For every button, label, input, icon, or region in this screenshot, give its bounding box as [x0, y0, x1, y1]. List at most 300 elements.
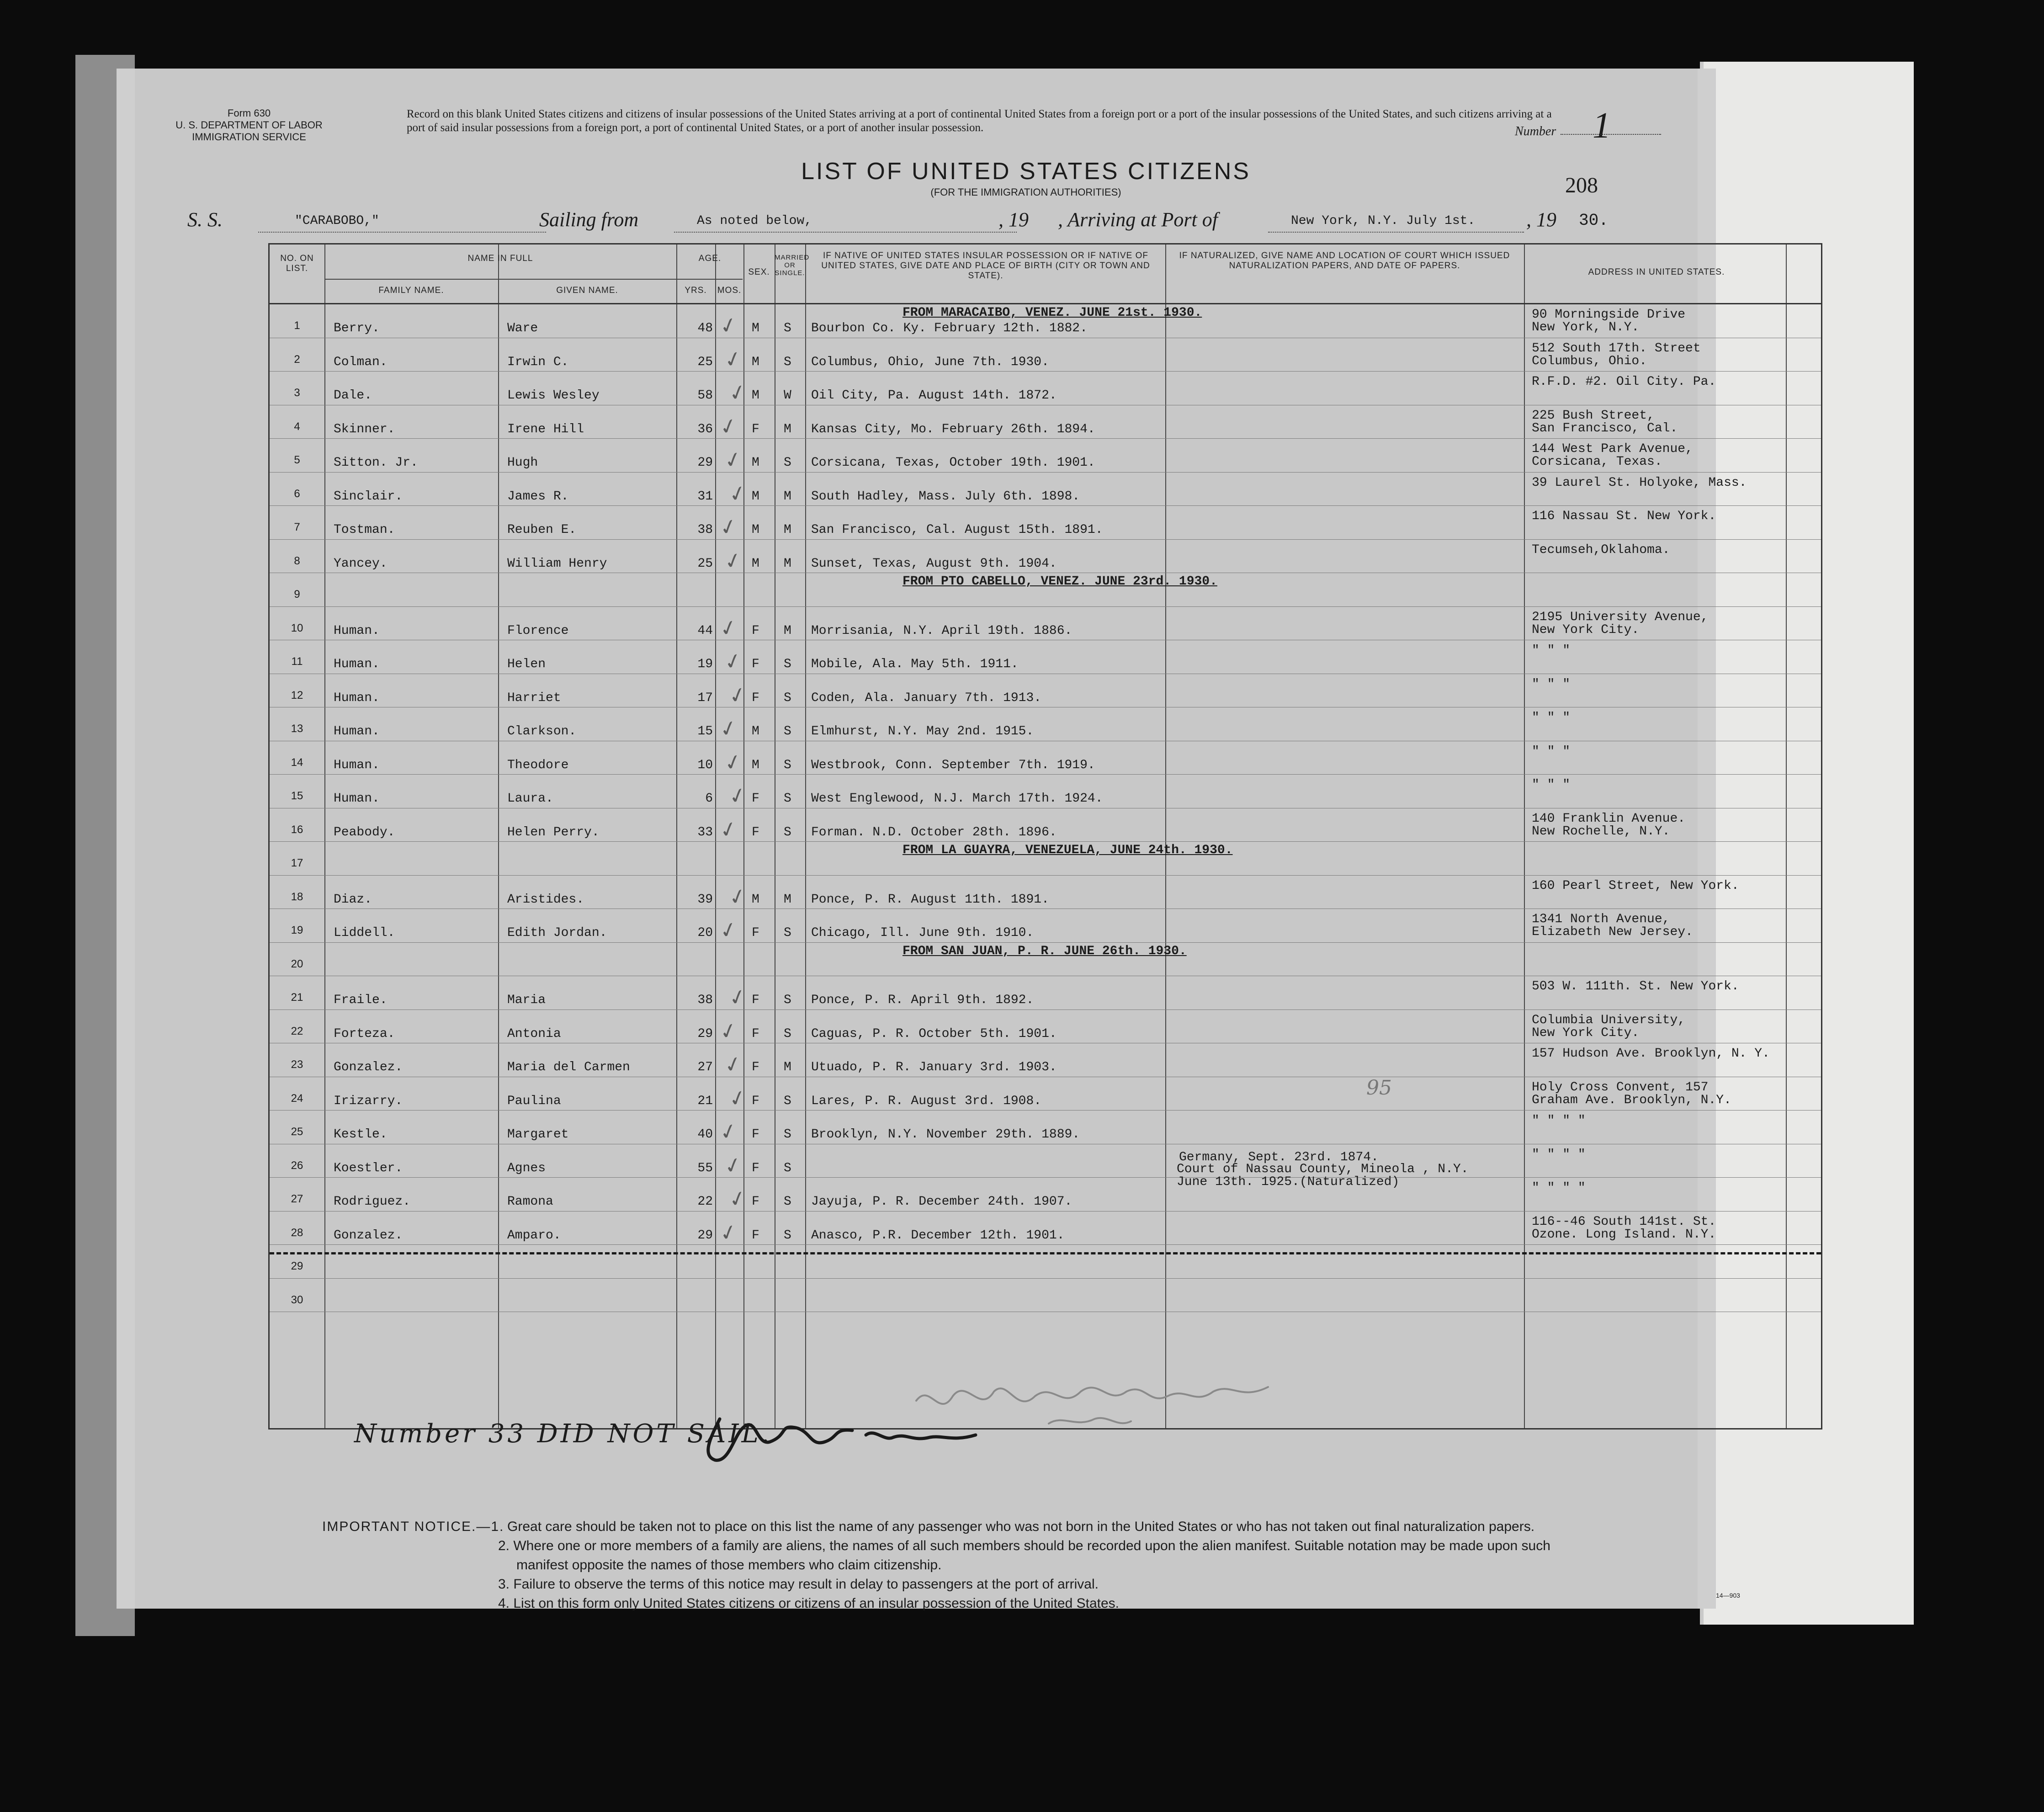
sex: F — [752, 1161, 759, 1175]
sex: F — [752, 623, 759, 638]
col-yrs: YRS. — [685, 286, 707, 295]
manifest-table — [268, 243, 1822, 1429]
sailing-value: As noted below, — [697, 214, 812, 228]
marital-status: S — [784, 758, 791, 772]
check-mark: ✓ — [721, 445, 745, 474]
row-number: 23 — [291, 1058, 303, 1071]
age-years: 29 — [697, 1228, 713, 1243]
marital-status: S — [784, 1228, 791, 1243]
birth-place-date: Bourbon Co. Ky. February 12th. 1882. — [811, 321, 1088, 335]
address-line-1: 90 Morningside Drive — [1532, 308, 1686, 322]
ss-value: "CARABOBO," — [295, 214, 379, 228]
family-name: Human. — [334, 792, 380, 806]
address-line-1: " " " — [1532, 711, 1571, 725]
age-years: 15 — [697, 724, 713, 739]
manifest-sheet — [117, 69, 1770, 1611]
birth-place-date: Morrisania, N.Y. April 19th. 1886. — [811, 623, 1072, 638]
check-mark: ✓ — [726, 479, 749, 508]
check-mark: ✓ — [726, 1184, 749, 1213]
col-age: AGE. — [698, 254, 722, 263]
naturalization-date: June 13th. 1925.(Naturalized) — [1177, 1174, 1400, 1189]
sex: F — [752, 422, 759, 436]
age-years: 10 — [697, 758, 713, 772]
marital-status: S — [784, 355, 791, 369]
check-mark: ✓ — [721, 748, 745, 776]
check-mark: ✓ — [717, 613, 740, 642]
address-line-2: Graham Ave. Brooklyn, N.Y. — [1532, 1093, 1731, 1107]
header-bottom-rule — [270, 303, 1821, 304]
row-number: 29 — [291, 1260, 303, 1272]
check-mark: ✓ — [721, 1151, 745, 1180]
birth-place-date: Forman. N.D. October 28th. 1896. — [811, 825, 1057, 840]
notice-item-1: Great care should be taken not to place on this list the name of any passenger who was not born in the United States or who has not taken out final naturalization papers. — [507, 1519, 1535, 1534]
col-divider — [676, 244, 677, 1428]
sex: F — [752, 825, 759, 840]
birth-place-date: San Francisco, Cal. August 15th. 1891. — [811, 523, 1103, 537]
notice-item-2b: manifest opposite the names of those members who claim citizenship. — [516, 1557, 942, 1573]
given-name: James R. — [507, 489, 569, 504]
row-number: 20 — [291, 957, 303, 970]
address-line-2: New York City. — [1532, 622, 1640, 637]
birth-place-date: Jayuja, P. R. December 24th. 1907. — [811, 1195, 1072, 1209]
marital-status: M — [784, 623, 791, 638]
row-number: 16 — [291, 823, 303, 836]
sex: M — [752, 355, 759, 369]
sex: M — [752, 489, 759, 504]
row-rule — [270, 371, 1821, 372]
age-years: 55 — [697, 1161, 713, 1175]
address-line-1: " " " — [1532, 643, 1571, 658]
check-mark: ✓ — [717, 1117, 740, 1146]
check-mark: ✓ — [721, 647, 745, 676]
given-name: Margaret — [507, 1127, 569, 1142]
col-divider — [498, 244, 499, 1428]
birth-place-date: Mobile, Ala. May 5th. 1911. — [811, 657, 1019, 671]
age-years: 31 — [697, 489, 713, 504]
record-instructions: Record on this blank United States citizens and citizens of insular possessions of the United States arriving at a port of continental United States from a foreign port or a port of the insular possessions of the United States, and such citizens arriving at a port of said insular possessions from a foreign port, a port of continental United States, or a port of another insular possession. — [407, 108, 1552, 134]
birth-place-date: Ponce, P. R. April 9th. 1892. — [811, 993, 1034, 1007]
row-number: 1 — [294, 319, 300, 332]
family-name: Liddell. — [334, 926, 395, 940]
col-divider — [715, 244, 716, 1428]
notice-item-3: 3. Failure to observe the terms of this notice may result in delay to passengers at the port of arrival. — [498, 1577, 1099, 1592]
family-name: Human. — [334, 623, 380, 638]
given-name: Edith Jordan. — [507, 926, 607, 940]
address-line-2: New York, N.Y. — [1532, 320, 1640, 335]
row-rule — [270, 841, 1821, 842]
row-number: 8 — [294, 554, 300, 567]
marital-status: S — [784, 691, 791, 705]
age-years: 38 — [697, 523, 713, 537]
given-name: Aristides. — [507, 892, 584, 907]
address-line-1: 1341 North Avenue, — [1532, 912, 1670, 926]
address-line-1: 503 W. 111th. St. New York. — [1532, 979, 1739, 994]
check-mark: ✓ — [726, 1084, 749, 1112]
family-name: Berry. — [334, 321, 380, 335]
check-mark: ✓ — [717, 512, 740, 542]
address-line-1: " " " — [1532, 744, 1571, 759]
row-number: 12 — [291, 689, 303, 701]
given-name: Helen — [507, 657, 546, 671]
marital-status: S — [784, 1161, 791, 1175]
row-rule — [270, 438, 1821, 439]
given-name: Amparo. — [507, 1228, 561, 1243]
given-name: Reuben E. — [507, 523, 577, 537]
address-line-1: 2195 University Avenue, — [1532, 610, 1709, 624]
address-line-1: 39 Laurel St. Holyoke, Mass. — [1532, 475, 1747, 490]
birth-place-date: West Englewood, N.J. March 17th. 1924. — [811, 792, 1103, 806]
notice-heading: IMPORTANT NOTICE.—1. — [322, 1519, 504, 1534]
given-name: Ramona — [507, 1195, 553, 1209]
given-name: William Henry — [507, 556, 607, 571]
marital-status: S — [784, 926, 791, 940]
section-heading: FROM PTO CABELLO, VENEZ. JUNE 23rd. 1930. — [903, 574, 1217, 589]
sex: M — [752, 523, 759, 537]
row-number: 13 — [291, 723, 303, 735]
address-line-1: 140 Franklin Avenue. — [1532, 811, 1686, 826]
row-number: 28 — [291, 1226, 303, 1239]
birth-place-date: Caguas, P. R. October 5th. 1901. — [811, 1026, 1057, 1041]
marital-status: S — [784, 792, 791, 806]
birth-place-date: Columbus, Ohio, June 7th. 1930. — [811, 355, 1049, 369]
given-name: Antonia — [507, 1026, 561, 1041]
marital-status: S — [784, 1094, 791, 1108]
col-divider — [805, 244, 806, 1428]
given-name: Florence — [507, 623, 569, 638]
age-years: 27 — [697, 1060, 713, 1074]
section-heading: FROM LA GUAYRA, VENEZUELA, JUNE 24th. 1930. — [903, 843, 1233, 857]
sex: M — [752, 758, 759, 772]
address-line-1: 160 Pearl Street, New York. — [1532, 878, 1739, 893]
age-years: 36 — [697, 422, 713, 436]
sex: F — [752, 1195, 759, 1209]
row-number: 3 — [294, 387, 300, 399]
row-rule — [270, 606, 1821, 607]
family-name: Dale. — [334, 388, 372, 403]
age-years: 22 — [697, 1195, 713, 1209]
address-line-2: Corsicana, Texas. — [1532, 455, 1662, 469]
check-mark: ✓ — [717, 1016, 740, 1045]
year-value: 30. — [1579, 211, 1609, 230]
age-years: 33 — [697, 825, 713, 840]
given-name: Helen Perry. — [507, 825, 600, 840]
age-years: 39 — [697, 892, 713, 907]
address-line-1: " " " " — [1532, 1114, 1586, 1128]
port-value: New York, N.Y. July 1st. — [1291, 214, 1476, 228]
service-label: IMMIGRATION SERVICE — [192, 131, 306, 143]
row-number: 5 — [294, 454, 300, 466]
port-underline — [1268, 232, 1524, 233]
age-years: 44 — [697, 623, 713, 638]
sailing-label: Sailing from — [539, 208, 639, 231]
family-name: Irizarry. — [334, 1094, 403, 1108]
age-years: 21 — [697, 1094, 713, 1108]
address-line-2: Columbus, Ohio. — [1532, 354, 1647, 368]
marital-status: M — [784, 1060, 791, 1074]
sex: F — [752, 1060, 759, 1074]
given-name: Irwin C. — [507, 355, 569, 369]
header-divider — [324, 279, 713, 280]
given-name: Paulina — [507, 1094, 561, 1108]
family-name: Human. — [334, 758, 380, 772]
address-line-1: " " " — [1532, 778, 1571, 792]
marital-status: S — [784, 1127, 791, 1142]
section-heading: FROM SAN JUAN, P. R. JUNE 26th. 1930. — [903, 944, 1187, 958]
row-number: 17 — [291, 857, 303, 869]
check-mark: ✓ — [721, 1050, 745, 1079]
check-mark: ✓ — [726, 882, 749, 911]
naturalization: Germany, Sept. 23rd. 1874. — [1179, 1150, 1379, 1164]
family-name: Sinclair. — [334, 489, 403, 504]
age-years: 38 — [697, 993, 713, 1007]
check-mark: ✓ — [721, 345, 745, 373]
sex: F — [752, 1127, 759, 1142]
birth-place-date: Chicago, Ill. June 9th. 1910. — [811, 926, 1034, 940]
age-years: 40 — [697, 1127, 713, 1142]
family-name: Rodriguez. — [334, 1195, 411, 1209]
col-divider — [1524, 244, 1525, 1428]
address-line-1: R.F.D. #2. Oil City. Pa. — [1532, 375, 1716, 389]
family-name: Diaz. — [334, 892, 372, 907]
address-line-2: New York City. — [1532, 1026, 1640, 1040]
check-mark: ✓ — [726, 781, 749, 810]
marital-status: S — [784, 724, 791, 739]
sex: M — [752, 388, 759, 403]
age-years: 25 — [697, 355, 713, 369]
address-line-1: " " " — [1532, 677, 1571, 691]
page-number: 208 — [1565, 173, 1598, 197]
year-label-2: , 19 — [1526, 208, 1556, 231]
address-line-1: 157 Hudson Ave. Brooklyn, N. Y. — [1532, 1047, 1770, 1061]
row-rule — [270, 505, 1821, 506]
naturalization-court: Court of Nassau County, Mineola , N.Y. — [1177, 1162, 1469, 1176]
col-divider — [324, 244, 325, 1428]
birth-place-date: Lares, P. R. August 3rd. 1908. — [811, 1094, 1042, 1108]
family-name: Gonzalez. — [334, 1228, 403, 1243]
birth-place-date: Brooklyn, N.Y. November 29th. 1889. — [811, 1127, 1080, 1142]
marital-status: S — [784, 657, 791, 671]
row-number: 21 — [291, 991, 303, 1004]
marital-status: M — [784, 489, 791, 504]
given-name: Maria del Carmen — [507, 1060, 630, 1074]
col-family: FAMILY NAME. — [378, 286, 444, 295]
given-name: Harriet — [507, 691, 561, 705]
address-line-1: Tecumseh,Oklahoma. — [1532, 542, 1670, 557]
birth-place-date: Corsicana, Texas, October 19th. 1901. — [811, 456, 1095, 470]
department-label: U. S. DEPARTMENT OF LABOR — [175, 119, 323, 131]
sex: F — [752, 691, 759, 705]
row-number: 19 — [291, 924, 303, 936]
row-number: 2 — [294, 353, 300, 366]
family-name: Fraile. — [334, 993, 388, 1007]
family-name: Human. — [334, 691, 380, 705]
birth-place-date: South Hadley, Mass. July 6th. 1898. — [811, 489, 1080, 504]
col-address: ADDRESS IN UNITED STATES. — [1588, 267, 1725, 277]
marital-status: M — [784, 422, 791, 436]
sex: M — [752, 556, 759, 571]
handwritten-note: Number 33 DID NOT SAIL. — [354, 1419, 772, 1449]
check-mark: ✓ — [717, 714, 740, 743]
check-mark: ✓ — [726, 983, 749, 1012]
given-name: Maria — [507, 993, 546, 1007]
given-name: Theodore — [507, 758, 569, 772]
sex: F — [752, 993, 759, 1007]
number-label: Number — [1515, 124, 1556, 138]
marital-status: M — [784, 556, 791, 571]
family-name: Skinner. — [334, 422, 395, 436]
row-number: 15 — [291, 790, 303, 802]
notice-item-4: 4. List on this form only United States citizens or citizens of an insular possession of the United States. — [498, 1596, 1120, 1611]
address-line-1: 116 Nassau St. New York. — [1532, 509, 1716, 523]
check-mark: ✓ — [721, 546, 745, 575]
check-mark: ✓ — [726, 378, 749, 407]
row-rule — [270, 774, 1821, 775]
birth-place-date: Ponce, P. R. August 11th. 1891. — [811, 892, 1049, 907]
age-years: 19 — [697, 657, 713, 671]
row-number: 4 — [294, 420, 300, 433]
marital-status: M — [784, 523, 791, 537]
given-name: Lewis Wesley — [507, 388, 600, 403]
row-number: 18 — [291, 890, 303, 903]
row-number: 25 — [291, 1126, 303, 1138]
col-naturalized: IF NATURALIZED, GIVE NAME AND LOCATION OF COURT WHICH ISSUED NATURALIZATION PAPERS, AND DATE OF PAPERS. — [1179, 251, 1510, 271]
col-divider — [1165, 244, 1166, 1428]
age-years: 29 — [697, 1026, 713, 1041]
sex: F — [752, 792, 759, 806]
footer-code: 14—903 — [1716, 1592, 1740, 1599]
family-name: Kestle. — [334, 1127, 388, 1142]
col-birth: IF NATIVE OF UNITED STATES INSULAR POSSESSION OR IF NATIVE OF UNITED STATES, GIVE DATE AND PLACE OF BIRTH (CITY OR TOWN AND STATE). — [821, 251, 1150, 281]
birth-place-date: Oil City, Pa. August 14th. 1872. — [811, 388, 1057, 403]
row-number: 10 — [291, 622, 303, 634]
row-rule — [270, 1244, 1821, 1245]
row-number: 27 — [291, 1193, 303, 1205]
given-name: Laura. — [507, 792, 553, 806]
address-line-1: Holy Cross Convent, 157 — [1532, 1080, 1709, 1095]
age-years: 6 — [705, 792, 713, 806]
row-rule — [270, 539, 1821, 540]
address-line-2: San Francisco, Cal. — [1532, 421, 1678, 436]
address-line-1: 144 West Park Avenue, — [1532, 442, 1693, 456]
birth-place-date: Kansas City, Mo. February 26th. 1894. — [811, 422, 1095, 436]
family-name: Yancey. — [334, 556, 388, 571]
section-heading: FROM MARACAIBO, VENEZ. JUNE 21st. 1930. — [903, 306, 1202, 320]
row-rule — [270, 472, 1821, 473]
row-rule — [270, 1177, 1821, 1178]
address-line-1: Columbia University, — [1532, 1013, 1686, 1027]
sex: M — [752, 892, 759, 907]
marital-status: S — [784, 825, 791, 840]
pencil-number: 95 — [1366, 1076, 1392, 1100]
check-mark: ✓ — [717, 311, 740, 340]
marital-status: S — [784, 1195, 791, 1209]
check-mark: ✓ — [717, 915, 740, 945]
col-name-in-full: NAME IN FULL — [467, 254, 533, 263]
address-line-1: " " " " — [1532, 1147, 1586, 1162]
strikeout-line — [270, 1252, 1821, 1254]
row-rule — [270, 875, 1821, 876]
check-mark: ✓ — [717, 1218, 740, 1247]
row-number: 7 — [294, 521, 300, 533]
number-value: 1 — [1593, 106, 1611, 146]
sex: F — [752, 1094, 759, 1108]
address-line-2: Ozone. Long Island. N.Y. — [1532, 1227, 1716, 1242]
row-number: 6 — [294, 487, 300, 500]
header-divider — [676, 279, 743, 280]
check-mark: ✓ — [717, 815, 740, 844]
col-sex: SEX. — [748, 267, 770, 277]
row-number: 24 — [291, 1092, 303, 1105]
age-years: 58 — [697, 388, 713, 403]
birth-place-date: Elmhurst, N.Y. May 2nd. 1915. — [811, 724, 1034, 739]
address-line-2: Elizabeth New Jersey. — [1532, 925, 1693, 939]
marital-status: S — [784, 456, 791, 470]
row-number: 30 — [291, 1293, 303, 1306]
year-label-1: , 19 — [998, 208, 1029, 231]
form-number: Form 630 — [227, 107, 271, 119]
family-name: Koestler. — [334, 1161, 403, 1175]
pencil-inspector-signature — [912, 1373, 1277, 1437]
family-name: Forteza. — [334, 1026, 395, 1041]
row-rule — [270, 1278, 1821, 1279]
marital-status: S — [784, 1026, 791, 1041]
family-name: Human. — [334, 724, 380, 739]
row-number: 11 — [291, 655, 303, 668]
sex: F — [752, 1026, 759, 1041]
sex: F — [752, 657, 759, 671]
check-mark: ✓ — [726, 680, 749, 709]
sex: M — [752, 456, 759, 470]
arriving-label: , Arriving at Port of — [1058, 208, 1218, 231]
check-mark: ✓ — [717, 412, 740, 441]
birth-place-date: Westbrook, Conn. September 7th. 1919. — [811, 758, 1095, 772]
marital-status: W — [784, 388, 791, 403]
age-years: 48 — [697, 321, 713, 335]
row-number: 26 — [291, 1159, 303, 1172]
given-name: Hugh — [507, 456, 538, 470]
birth-place-date: Sunset, Texas, August 9th. 1904. — [811, 556, 1057, 571]
sailing-underline — [674, 232, 1017, 233]
page-subtitle: (FOR THE IMMIGRATION AUTHORITIES) — [930, 186, 1121, 198]
row-rule — [270, 1211, 1821, 1212]
family-name: Colman. — [334, 355, 388, 369]
row-rule — [270, 942, 1821, 943]
ss-label: S. S. — [187, 208, 223, 231]
notice-item-2: 2. Where one or more members of a family are aliens, the names of all such members should be recorded upon the alien manifest. Suitable notation may be made upon such — [498, 1538, 1550, 1553]
address-line-2: New Rochelle, N.Y. — [1532, 824, 1670, 839]
given-name: Clarkson. — [507, 724, 577, 739]
birth-place-date: Utuado, P. R. January 3rd. 1903. — [811, 1060, 1057, 1074]
col-married: MARRIED OR SINGLE. — [775, 254, 810, 277]
given-name: Ware — [507, 321, 538, 335]
row-number: 14 — [291, 756, 303, 769]
col-no: NO. ON LIST. — [280, 254, 314, 273]
ss-underline — [258, 232, 546, 233]
marital-status: S — [784, 321, 791, 335]
family-name: Peabody. — [334, 825, 395, 840]
col-given: GIVEN NAME. — [556, 286, 618, 295]
page-title: LIST OF UNITED STATES CITIZENS — [801, 158, 1251, 185]
address-line-1: 225 Bush Street, — [1532, 408, 1655, 423]
sex: M — [752, 724, 759, 739]
col-divider — [1786, 244, 1787, 1428]
manifest-paper — [135, 69, 1770, 1611]
address-line-1: " " " " — [1532, 1181, 1586, 1195]
row-number: 9 — [294, 588, 300, 600]
family-name: Human. — [334, 657, 380, 671]
given-name: Irene Hill — [507, 422, 584, 436]
row-number: 22 — [291, 1025, 303, 1037]
